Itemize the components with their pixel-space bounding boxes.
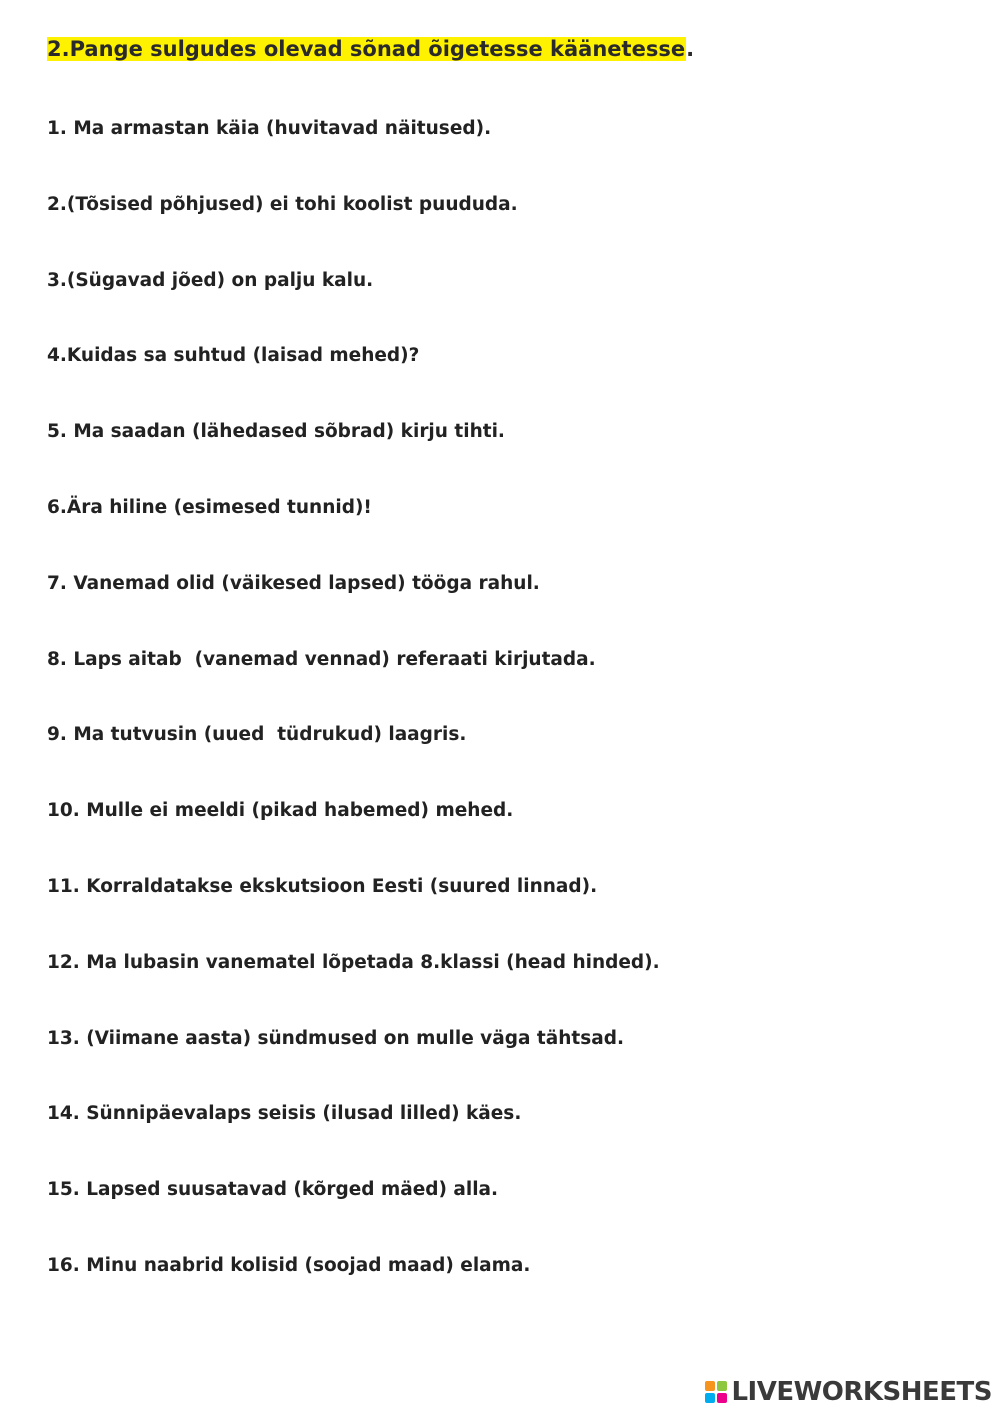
exercise-item-10: 10. Mulle ei meeldi (pikad habemed) mehed.	[47, 800, 514, 822]
exercise-item-13: 13. (Viimane aasta) sündmused on mulle väga tähtsad.	[47, 1027, 625, 1049]
exercise-item-2: 2.(Tõsised põhjused) ei tohi koolist puududa.	[47, 193, 518, 215]
liveworksheets-logo	[705, 1377, 992, 1407]
exercise-item-1: 1. Ma armastan käia (huvitavad näitused).	[47, 118, 492, 139]
exercise-item-12: 12. Ma lubasin vanematel lõpetada 8.klassi (head hinded).	[47, 951, 660, 973]
exercise-item-5: 5. Ma saadan (lähedased sõbrad) kirju tihti.	[47, 421, 505, 443]
exercise-item-14: 14. Sünnipäevalaps seisis (ilusad lilled) käes.	[47, 1103, 522, 1125]
logo-square-1	[705, 1381, 715, 1391]
exercise-list	[47, 114, 660, 1327]
exercise-title	[47, 34, 694, 64]
exercise-item-9: 9. Ma tutvusin (uued tüdrukud) laagris.	[47, 724, 467, 746]
logo-square-2	[717, 1381, 727, 1391]
exercise-item-15: 15. Lapsed suusatavad (kõrged mäed) alla.	[47, 1179, 499, 1201]
exercise-item-3: 3.(Sügavad jõed) on palju kalu.	[47, 269, 374, 291]
liveworksheets-brand-text: LIVEWORKSHEETS	[731, 1377, 992, 1407]
exercise-item-7: 7. Vanemad olid (väikesed lapsed) tööga rahul.	[47, 572, 540, 594]
exercise-item-11: 11. Korraldatakse ekskutsioon Eesti (suured linnad).	[47, 875, 598, 897]
exercise-item-6: 6.Ära hiline (esimesed tunnid)!	[47, 496, 372, 518]
liveworksheets-logo-icon	[705, 1381, 727, 1403]
logo-square-4	[717, 1393, 727, 1403]
exercise-item-16: 16. Minu naabrid kolisid (soojad maad) elama.	[47, 1254, 531, 1276]
exercise-title-period: .	[686, 37, 695, 61]
exercise-title-highlight: 2.Pange sulgudes olevad sõnad õigetesse käänetesse	[47, 37, 686, 61]
logo-square-3	[705, 1393, 715, 1403]
exercise-item-4: 4.Kuidas sa suhtud (laisad mehed)?	[47, 345, 420, 367]
exercise-item-8: 8. Laps aitab (vanemad vennad) referaati kirjutada.	[47, 648, 596, 670]
